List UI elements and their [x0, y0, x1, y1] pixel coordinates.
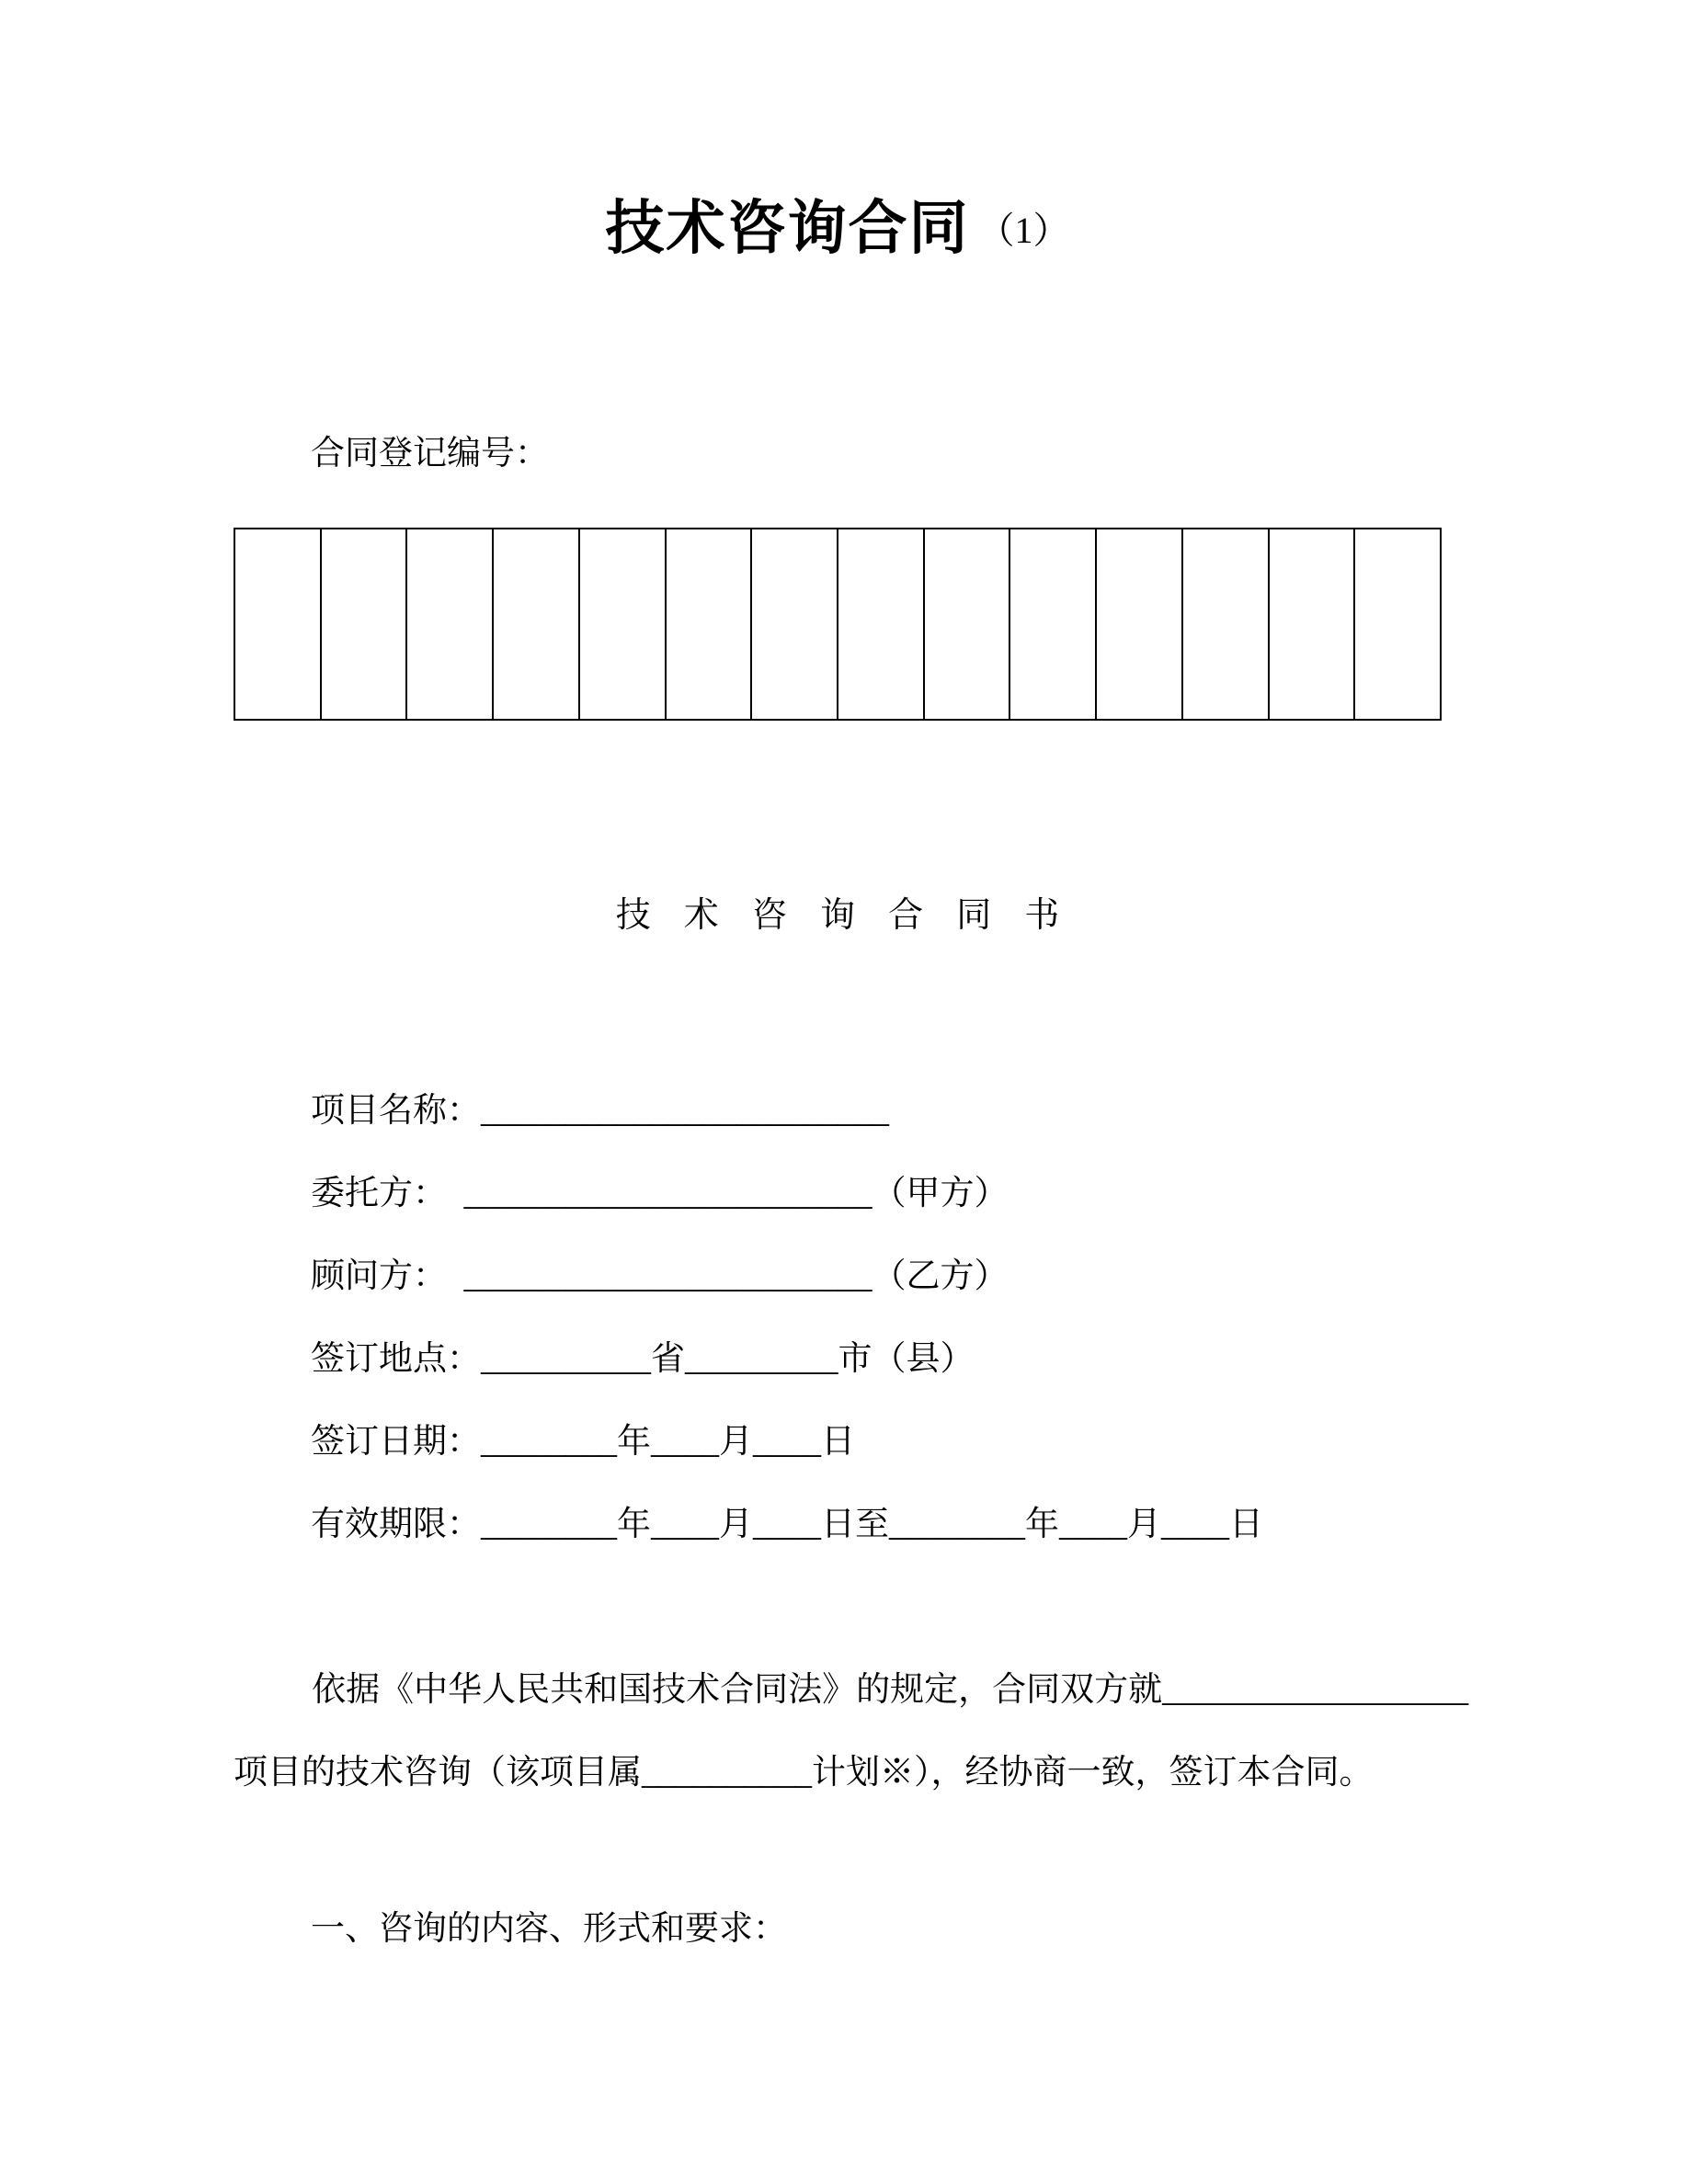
- registration-grid: [234, 528, 1442, 721]
- registration-box: [667, 529, 753, 719]
- registration-box: [235, 529, 322, 719]
- preamble-line-2: 项目的技术咨询（该项目属__________计划※），经协商一致，签订本合同。: [234, 1753, 1374, 1792]
- contract-header-form: [311, 1070, 1442, 1566]
- section-1-heading: 一、咨询的内容、形式和要求：: [311, 1909, 787, 1948]
- registration-box: [407, 529, 494, 719]
- registration-box: [752, 529, 838, 719]
- contract-title: 技术咨询合同: [605, 195, 970, 261]
- registration-box: [1355, 529, 1440, 719]
- registration-box: [1270, 529, 1356, 719]
- contract-title-number: （1）: [977, 210, 1070, 251]
- registration-box: [494, 529, 580, 719]
- registration-box: [1010, 529, 1097, 719]
- registration-box: [580, 529, 667, 719]
- document-subtitle: 技术咨询合同书: [615, 895, 1093, 935]
- form-line-consultant-party: 顾问方： ________________________（乙方）: [311, 1257, 1009, 1295]
- form-line-project-name: 项目名称：________________________: [311, 1091, 889, 1130]
- registration-box: [838, 529, 925, 719]
- form-line-entrusting-party: 委托方： ________________________（甲方）: [311, 1174, 1009, 1212]
- preamble-paragraph: [234, 1649, 1469, 1814]
- form-line-signing-place: 签订地点：__________省_________市（县）: [311, 1339, 975, 1378]
- registration-box: [1097, 529, 1183, 719]
- form-line-signing-date: 签订日期：________年____月____日: [311, 1422, 855, 1461]
- form-line-validity-period: 有效期限：________年____月____日至________年____月____日: [311, 1505, 1263, 1543]
- registration-box: [1183, 529, 1270, 719]
- registration-box: [322, 529, 408, 719]
- registration-box: [925, 529, 1011, 719]
- registration-number-label: 合同登记编号：: [311, 434, 549, 472]
- preamble-line-1: 依据《中华人民共和国技术合同法》的规定，合同双方就__________________: [312, 1670, 1469, 1709]
- document-title-row: [234, 193, 1442, 264]
